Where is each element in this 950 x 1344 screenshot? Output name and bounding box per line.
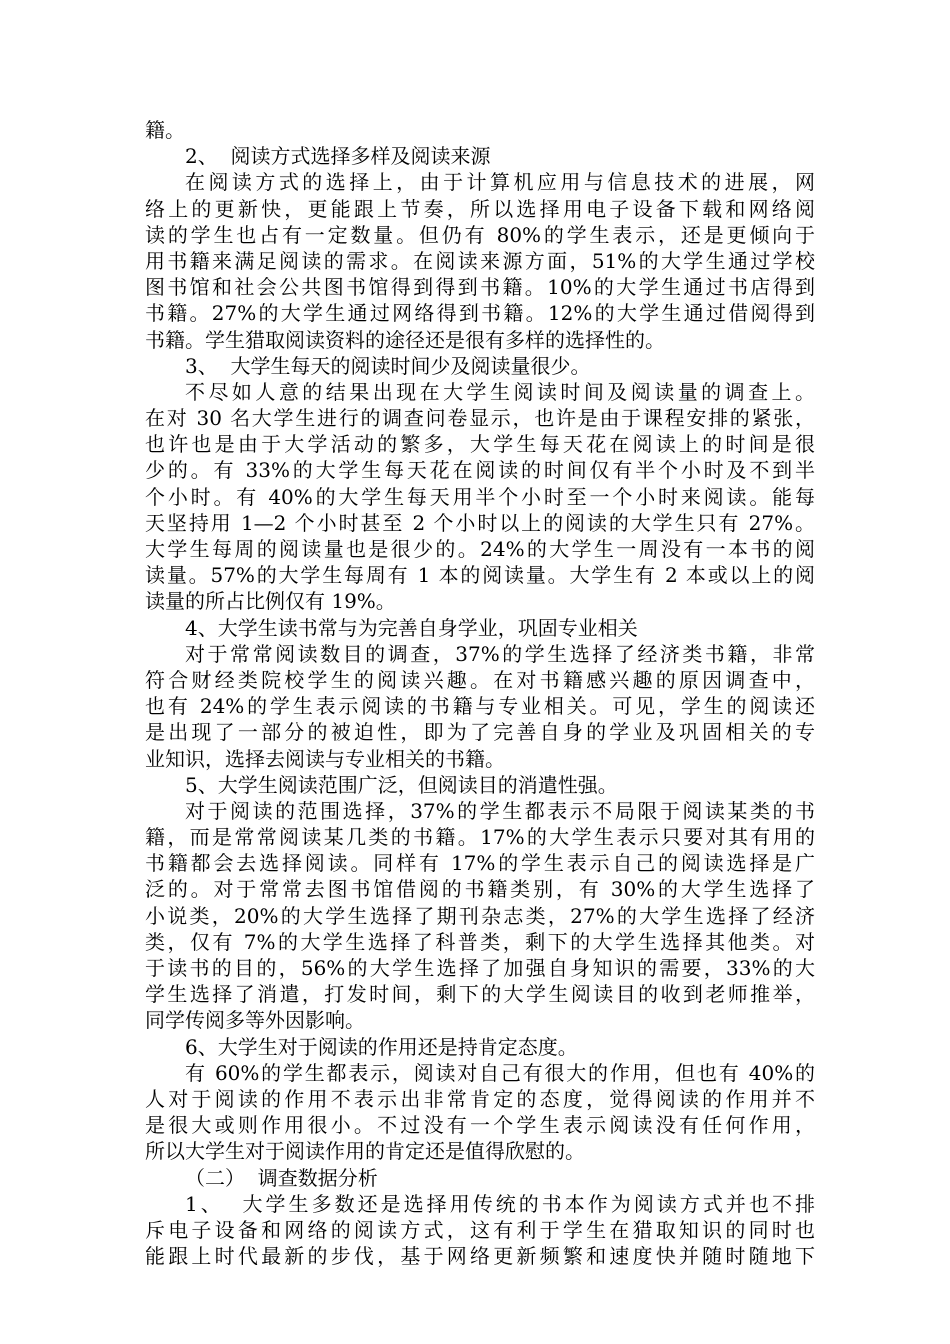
text-line: 于读书的目的，56%的大学生选择了加强自身知识的需要，33%的大 — [145, 956, 815, 980]
text-line: 少的。有 33%的大学生每天花在阅读的时间仅有半个小时及不到半 — [145, 458, 815, 483]
text-line: 籍，而是常常阅读某几类的书籍。17%的大学生表示只要对其有用的 — [145, 825, 815, 850]
text-line: 络上的更新快，更能跟上节奏，所以选择用电子设备下载和网络阅 — [145, 196, 815, 221]
text-line: 也有 24%的学生表示阅读的书籍与专业相关。可见，学生的阅读还 — [145, 694, 815, 719]
text-line: 同学传阅多等外因影响。 — [145, 1008, 365, 1033]
text-line: 读量的所占比例仅有 19%。 — [145, 589, 396, 614]
text-line: 业知识，选择去阅读与专业相关的书籍。 — [145, 746, 505, 771]
text-line: 读量。57%的大学生每周有 1 本的阅读量。大学生有 2 本或以上的阅 — [145, 563, 815, 588]
text-line: 泛的。对于常常去图书馆借阅的书籍类别，有 30%的大学生选择了 — [145, 877, 815, 902]
text-line: 是出现了一部分的被迫性，即为了完善自身的学业及巩固相关的专 — [145, 720, 815, 745]
body-text — [145, 117, 815, 1269]
text-line: 天坚持用 1—2 个小时甚至 2 个小时以上的阅读的大学生只有 27%。 — [145, 510, 815, 535]
text-line: 不尽如人意的结果出现在大学生阅读时间及阅读量的调查上。 — [185, 379, 815, 404]
text-line: 符合财经类院校学生的阅读兴趣。在对书籍感兴趣的原因调查中， — [145, 667, 815, 692]
text-line: 所以大学生对于阅读作用的肯定还是值得欣慰的。 — [145, 1139, 585, 1164]
text-line: 籍。 — [145, 118, 185, 142]
text-line: 4、大学生读书常与为完善自身学业，巩固专业相关 — [185, 615, 638, 640]
text-line: 书籍都会去选择阅读。同样有 17%的学生表示自己的阅读选择是广 — [145, 851, 815, 876]
text-line: 书籍。学生猎取阅读资料的途径还是很有多样的选择性的。 — [145, 327, 665, 352]
text-line: 学生选择了消遣，打发时间，剩下的大学生阅读目的收到老师推举， — [145, 982, 815, 1007]
text-line: 斥电子设备和网络的阅读方式，这有利于学生在猎取知识的同时也 — [145, 1217, 815, 1242]
text-line: 能跟上时代最新的步伐，基于网络更新频繁和速度快并随时随地下 — [145, 1244, 815, 1269]
text-line: （二） 调查数据分析 — [185, 1165, 378, 1190]
text-line: 图书馆和社会公共图书馆得到得到书籍。10%的大学生通过书店得到 — [145, 275, 815, 300]
text-line: 用书籍来满足阅读的需求。在阅读来源方面，51%的大学生通过学校 — [145, 248, 815, 273]
text-line: 3、 大学生每天的阅读时间少及阅读量很少。 — [185, 353, 591, 378]
text-line: 小说类，20%的大学生选择了期刊杂志类，27%的大学生选择了经济 — [145, 903, 815, 928]
text-line: 6、大学生对于阅读的作用还是持肯定态度。 — [185, 1034, 578, 1059]
text-line: 大学生每周的阅读量也是很少的。24%的大学生一周没有一本书的阅 — [145, 537, 815, 561]
text-line: 类，仅有 7%的大学生选择了科普类，剩下的大学生选择其他类。对 — [145, 929, 815, 954]
text-line: 在对 30 名大学生进行的调查问卷显示，也许是由于课程安排的紧张， — [145, 406, 815, 431]
text-line: 在阅读方式的选择上，由于计算机应用与信息技术的进展，网 — [185, 170, 815, 195]
text-line: 1、 大学生多数还是选择用传统的书本作为阅读方式并也不排 — [185, 1191, 815, 1216]
text-line: 个小时。有 40%的大学生每天用半个小时至一个小时来阅读。能每 — [145, 484, 815, 509]
text-line: 对于阅读的范围选择，37%的学生都表示不局限于阅读某类的书 — [185, 798, 815, 823]
text-line: 也许也是由于大学活动的繁多，大学生每天花在阅读上的时间是很 — [145, 432, 815, 457]
text-line: 有 60%的学生都表示，阅读对自己有很大的作用，但也有 40%的 — [185, 1060, 815, 1085]
text-line: 5、大学生阅读范围广泛，但阅读目的消遣性强。 — [185, 772, 618, 797]
text-line: 书籍。27%的大学生通过网络得到书籍。12%的大学生通过借阅得到 — [145, 301, 815, 326]
text-line: 对于常常阅读数目的调查，37%的学生选择了经济类书籍，非常 — [185, 641, 815, 666]
text-line: 读的学生也占有一定数量。但仍有 80%的学生表示，还是更倾向于 — [145, 222, 815, 247]
text-line: 人对于阅读的作用不表示出非常肯定的态度，觉得阅读的作用并不 — [145, 1086, 815, 1111]
text-line: 是很大或则作用很小。不过没有一个学生表示阅读没有任何作用， — [145, 1113, 815, 1138]
text-line: 2、 阅读方式选择多样及阅读来源 — [185, 144, 491, 169]
